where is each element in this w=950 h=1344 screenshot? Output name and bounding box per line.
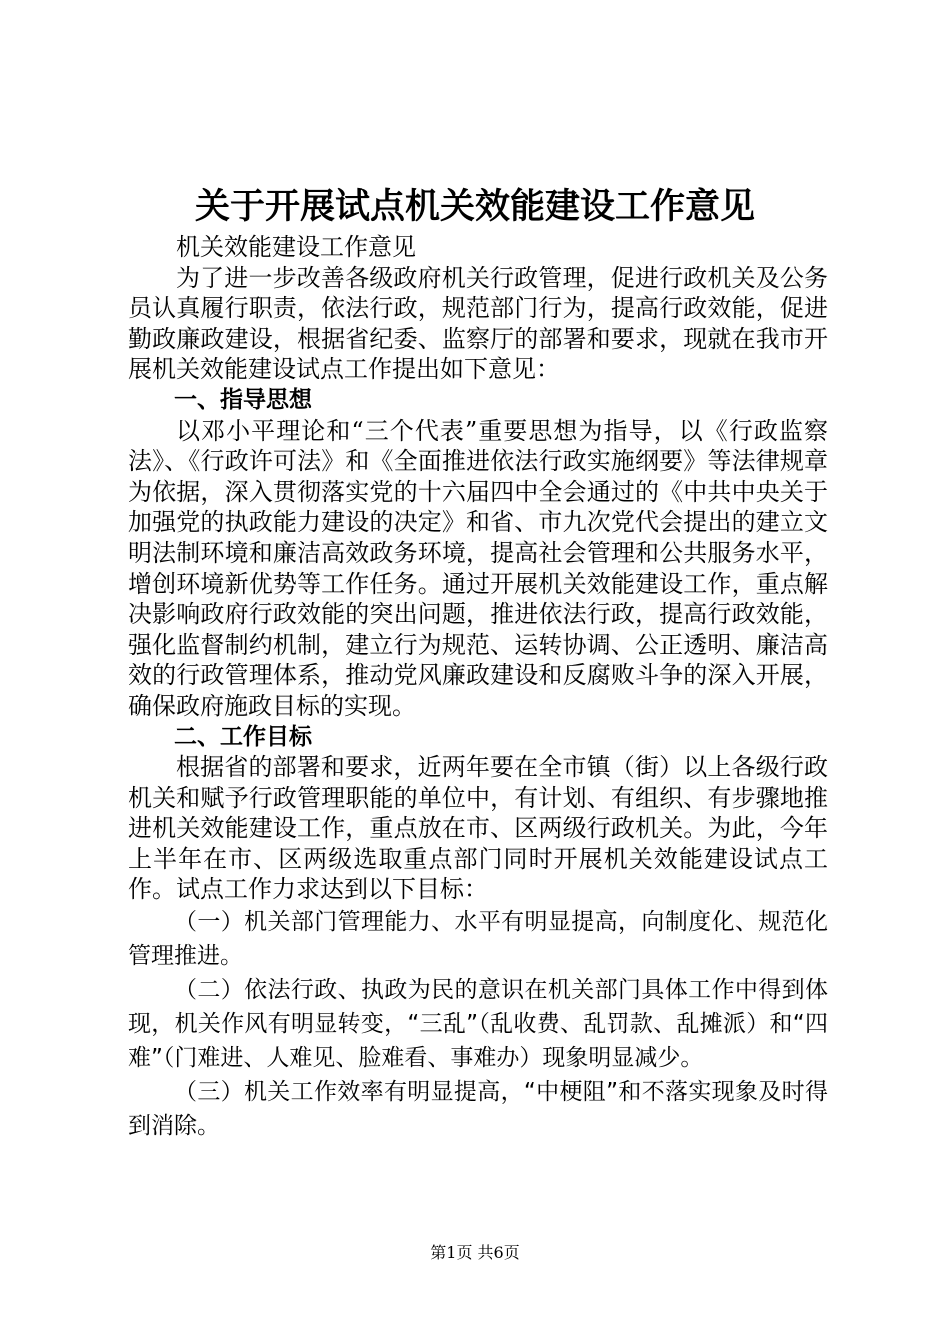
page-number-footer: 第1页 共6页: [430, 1243, 520, 1262]
work-goal-paragraph: 根据省的部署和要求，近两年要在全市镇（街）以上各级行政机关和赋予行政管理职能的单位中，有计划、有组织、有步骤地推进机关效能建设工作，重点放在市、区两级行政机关。为此，今年上半年在市、区两级选取重点部门同时开展机关效能建设试点工作。试点工作力求达到以下目标：: [128, 753, 828, 904]
guiding-thought-paragraph: 以邓小平理论和“三个代表”重要思想为指导，以《行政监察法》、《行政许可法》和《全面推进依法行政实施纲要》等法律规章为依据，深入贯彻落实党的十六届四中全会通过的《中共中央关于加强党的执政能力建设的决定》和省、市九次党代会提出的建立文明法制环境和廉洁高效政务环境，提高社会管理和公共服务水平，增创环境新优势等工作任务。通过开展机关效能建设工作，重点解决影响政府行政效能的突出问题，推进依法行政，提高行政效能，强化监督制约机制，建立行为规范、运转协调、公正透明、廉洁高效的行政管理体系，推动党风廉政建设和反腐败斗争的深入开展，确保政府施政目标的实现。: [128, 416, 828, 720]
document-body: [128, 232, 828, 1143]
section-heading-2: 二、工作目标: [174, 723, 312, 750]
document-title: 关于开展试点机关效能建设工作意见: [194, 187, 755, 227]
subtitle-paragraph: 机关效能建设工作意见: [176, 233, 416, 261]
goal-item-2: （二）依法行政、执政为民的意识在机关部门具体工作中得到体现，机关作风有明显转变，“三乱”（乱收费、乱罚款、乱摊派）和“四难”（门难进、人难见、脸难看、事难办）现象明显减少。: [128, 977, 828, 1072]
section-heading-1: 一、指导思想: [174, 386, 312, 413]
goal-item-3: （三）机关工作效率有明显提高，“中梗阻”和不落实现象及时得到消除。: [128, 1079, 828, 1140]
goal-item-1: （一）机关部门管理能力、水平有明显提高，向制度化、规范化管理推进。: [128, 909, 828, 970]
intro-paragraph: 为了进一步改善各级政府机关行政管理，促进行政机关及公务员认真履行职责，依法行政，规范部门行为，提高行政效能，促进勤政廉政建设，根据省纪委、监察厅的部署和要求，现就在我市开展机关效能建设试点工作提出如下意见：: [128, 263, 828, 384]
